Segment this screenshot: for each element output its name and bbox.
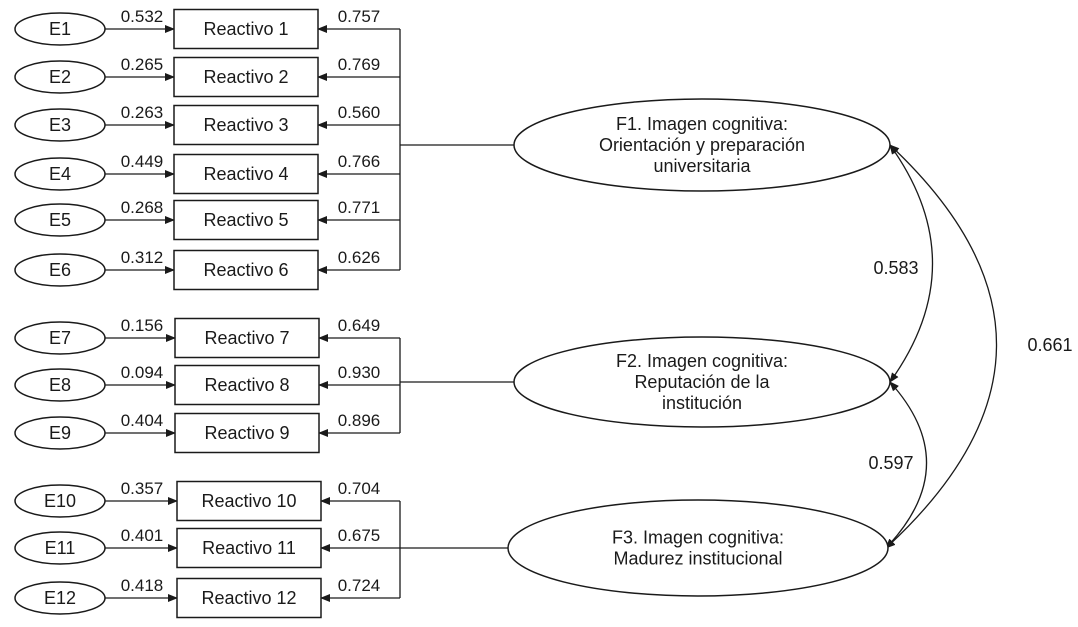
error-label-7: E7 xyxy=(48,328,72,348)
factor-2-label-line-3: institución xyxy=(661,393,743,413)
factor-1-label-line-2: Orientación y preparación xyxy=(598,135,806,155)
factor-3-label-line-1: F3. Imagen cognitiva: xyxy=(611,527,785,548)
item-label-4: Reactivo 4 xyxy=(203,164,289,184)
loading-value-7: 0.649 xyxy=(337,316,381,335)
item-label-12: Reactivo 12 xyxy=(201,588,297,608)
item-label-9: Reactivo 9 xyxy=(204,423,290,443)
error-weight-9: 0.404 xyxy=(120,411,164,430)
item-label-6: Reactivo 6 xyxy=(203,260,289,280)
item-label-1: Reactivo 1 xyxy=(203,19,289,39)
factor-2-label-line-1: F2. Imagen cognitiva: xyxy=(615,351,789,371)
error-weight-10: 0.357 xyxy=(120,479,164,498)
correlation-value-f1-f3: 0.661 xyxy=(1027,335,1073,355)
loading-value-4: 0.766 xyxy=(337,152,381,171)
error-weight-2: 0.265 xyxy=(120,55,164,74)
error-label-5: E5 xyxy=(48,210,72,230)
loading-value-1: 0.757 xyxy=(337,7,381,26)
error-label-8: E8 xyxy=(48,375,72,395)
correlation-value-f1-f2: 0.583 xyxy=(873,258,919,278)
error-label-11: E11 xyxy=(44,538,76,558)
error-weight-6: 0.312 xyxy=(120,248,164,267)
item-label-2: Reactivo 2 xyxy=(203,67,289,87)
loading-value-8: 0.930 xyxy=(337,363,381,382)
error-weight-4: 0.449 xyxy=(120,152,164,171)
factor-3-label-line-2: Madurez institucional xyxy=(613,548,783,569)
error-label-1: E1 xyxy=(48,19,72,39)
correlation-arc-f1-f3 xyxy=(886,145,997,548)
item-label-5: Reactivo 5 xyxy=(203,210,289,230)
error-weight-8: 0.094 xyxy=(120,363,164,382)
error-label-6: E6 xyxy=(48,260,72,280)
loading-value-11: 0.675 xyxy=(337,526,381,545)
item-label-7: Reactivo 7 xyxy=(204,328,290,348)
error-weight-7: 0.156 xyxy=(120,316,164,335)
error-weight-3: 0.263 xyxy=(120,103,164,122)
loading-value-5: 0.771 xyxy=(337,198,381,217)
loading-value-3: 0.560 xyxy=(337,103,381,122)
loading-value-6: 0.626 xyxy=(337,248,381,267)
error-label-12: E12 xyxy=(43,588,77,608)
error-weight-12: 0.418 xyxy=(120,576,164,595)
error-weight-5: 0.268 xyxy=(120,198,164,217)
factor-1-label-line-3: universitaria xyxy=(653,156,751,176)
item-label-8: Reactivo 8 xyxy=(204,375,290,395)
factor-2-label-line-2: Reputación de la xyxy=(634,372,770,392)
correlation-value-f2-f3: 0.597 xyxy=(868,453,914,473)
factor-1-label-line-1: F1. Imagen cognitiva: xyxy=(615,114,789,134)
error-label-10: E10 xyxy=(43,491,77,511)
error-label-2: E2 xyxy=(48,67,72,87)
loading-value-9: 0.896 xyxy=(337,411,381,430)
item-label-11: Reactivo 11 xyxy=(202,538,296,558)
error-weight-11: 0.401 xyxy=(120,526,164,545)
item-label-10: Reactivo 10 xyxy=(201,491,297,511)
item-label-3: Reactivo 3 xyxy=(203,115,289,135)
error-label-4: E4 xyxy=(48,164,72,184)
error-weight-1: 0.532 xyxy=(120,7,164,26)
error-label-9: E9 xyxy=(48,423,72,443)
loading-value-2: 0.769 xyxy=(337,55,381,74)
loading-value-12: 0.724 xyxy=(337,576,381,595)
error-label-3: E3 xyxy=(48,115,72,135)
loading-value-10: 0.704 xyxy=(337,479,381,498)
